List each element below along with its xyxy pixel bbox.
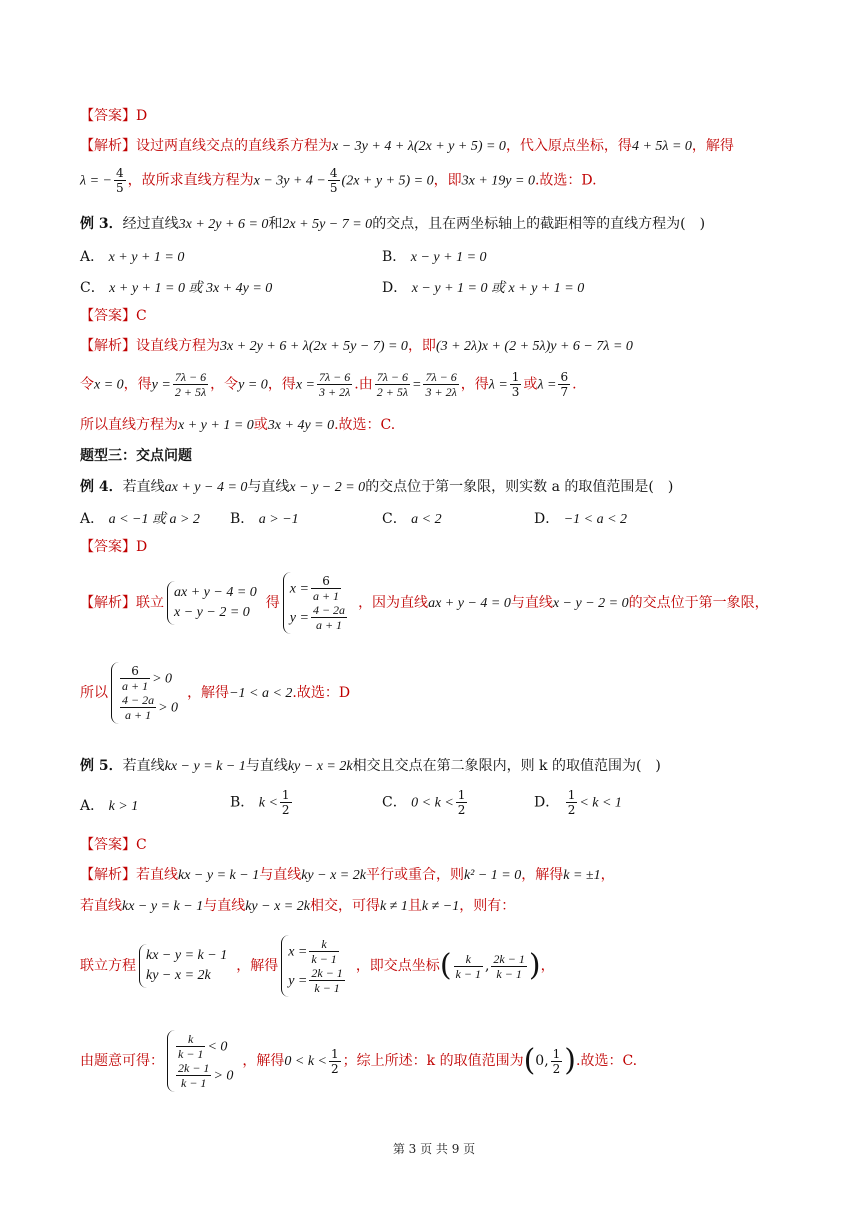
- ex4-option-d[interactable]: D． −1 < a < 2: [534, 511, 628, 527]
- ex5-question: 例 5．若直线kx − y = k − 1与直线ky − x = 2k相交且交点在第二象限内，则 k 的取值范围为( ): [80, 758, 661, 774]
- ex5-answer: 【答案】C: [80, 837, 147, 853]
- ex3-analysis-line1: 【解析】设直线方程为3x + 2y + 6 + λ(2x + 5y − 7) = 0，即(3 + 2λ)x + (2 + 5λ)y + 6 − 7λ = 0: [80, 338, 633, 354]
- ex3-option-c[interactable]: C． x + y + 1 = 0 或 3x + 4y = 0: [80, 280, 273, 296]
- ex2-analysis-line1: 【解析】设过两直线交点的直线系方程为x − 3y + 4 + λ(2x + y + 5) = 0，代入原点坐标，得4 + 5λ = 0，解得: [80, 138, 734, 154]
- ex4-answer: 【答案】D: [80, 539, 148, 555]
- ex3-question: 例 3．经过直线3x + 2y + 6 = 0和2x + 5y − 7 = 0的交点，且在两坐标轴上的截距相等的直线方程为( ): [80, 216, 706, 232]
- ex4-analysis-line1: 【解析】联立 ax + y − 4 = 0 x − y − 2 = 0 得 x = $\frac{6}{a + 1}$ y = $\frac{4 - 2a}{a + 1}$ ，因为直线ax + y − 4 = 0与直线x − y − 2 = 0的交点位于第一象限，: [80, 574, 769, 632]
- ex3-option-b[interactable]: B． x − y + 1 = 0: [382, 249, 487, 265]
- ex5-option-a[interactable]: A． k > 1: [80, 798, 139, 814]
- ex5-analysis-line1: 【解析】若直线kx − y = k − 1与直线ky − x = 2k平行或重合，则k² − 1 = 0，解得k = ±1，: [80, 867, 615, 883]
- ex3-analysis-line2: 令x = 0，得y = $\frac{7\lambda - 6}{2 + 5\lambda}$ ，令y = 0，得x = $\frac{7\lambda - 6}{3 + 2\lambda}$ .由 $\frac{7\lambda - 6}{2 + 5\lambda}$ = $\frac{7\lambda - 6}{3 + 2\lambda}$ ，得λ = $\frac{1}{3}$ 或λ = $\frac{6}{7}$ .: [80, 370, 577, 399]
- ex5-analysis-line4: 由题意可得： $\frac{k}{k - 1}$ < 0 $\frac{2k - 1}{k - 1}$ > 0 ，解得0 < k < $\frac{1}{2}$ ；综上所述：k 的取值范围为(0, $\frac{1}{2}$ ).故选：C.: [80, 1032, 638, 1090]
- ex5-analysis-line2: 若直线kx − y = k − 1与直线ky − x = 2k相交，可得k ≠ 1且k ≠ −1，则有：: [80, 898, 516, 914]
- ex3-answer: 【答案】C: [80, 308, 147, 324]
- ex2-answer: 【答案】D: [80, 108, 148, 124]
- ex3-analysis-line3: 所以直线方程为x + y + 1 = 0或3x + 4y = 0.故选：C.: [80, 417, 396, 433]
- page-footer: 第 3 页 共 9 页: [392, 1142, 476, 1156]
- ex4-option-a[interactable]: A． a < −1 或 a > 2: [80, 511, 200, 527]
- ex4-option-c[interactable]: C． a < 2: [382, 511, 442, 527]
- ex5-option-d[interactable]: D． $\frac{1}{2}$ < k < 1: [534, 788, 622, 817]
- ex4-option-b[interactable]: B． a > −1: [230, 511, 299, 527]
- ex3-option-d[interactable]: D． x − y + 1 = 0 或 x + y + 1 = 0: [382, 280, 585, 296]
- section-heading: 题型三：交点问题: [80, 448, 192, 464]
- ex5-analysis-line3: 联立方程 kx − y = k − 1 ky − x = 2k ，解得 x = $\frac{k}{k - 1}$ y = $\frac{2k - 1}{k - 1}$ ，即交点坐标( $\frac{k}{k - 1}$ , $\frac{2k - 1}{k - 1}$ )，: [80, 937, 555, 995]
- ex5-option-c[interactable]: C． 0 < k < $\frac{1}{2}$: [382, 788, 466, 817]
- ex4-analysis-line2: 所以 $\frac{6}{a + 1}$ > 0 $\frac{4 - 2a}{a + 1}$ > 0 ，解得−1 < a < 2.故选：D: [80, 664, 351, 722]
- ex3-option-a[interactable]: A． x + y + 1 = 0: [80, 249, 185, 265]
- ex5-option-b[interactable]: B． k < $\frac{1}{2}$: [230, 788, 290, 817]
- ex4-question: 例 4．若直线ax + y − 4 = 0与直线x − y − 2 = 0的交点位于第一象限，则实数 a 的取值范围是( ): [80, 479, 674, 495]
- ex2-analysis-line2: λ = − $\frac{4}{5}$ ，故所求直线方程为x − 3y + 4 − $\frac{4}{5}$ (2x + y + 5) = 0，即3x + 19y = 0.故选：D.: [80, 166, 597, 195]
